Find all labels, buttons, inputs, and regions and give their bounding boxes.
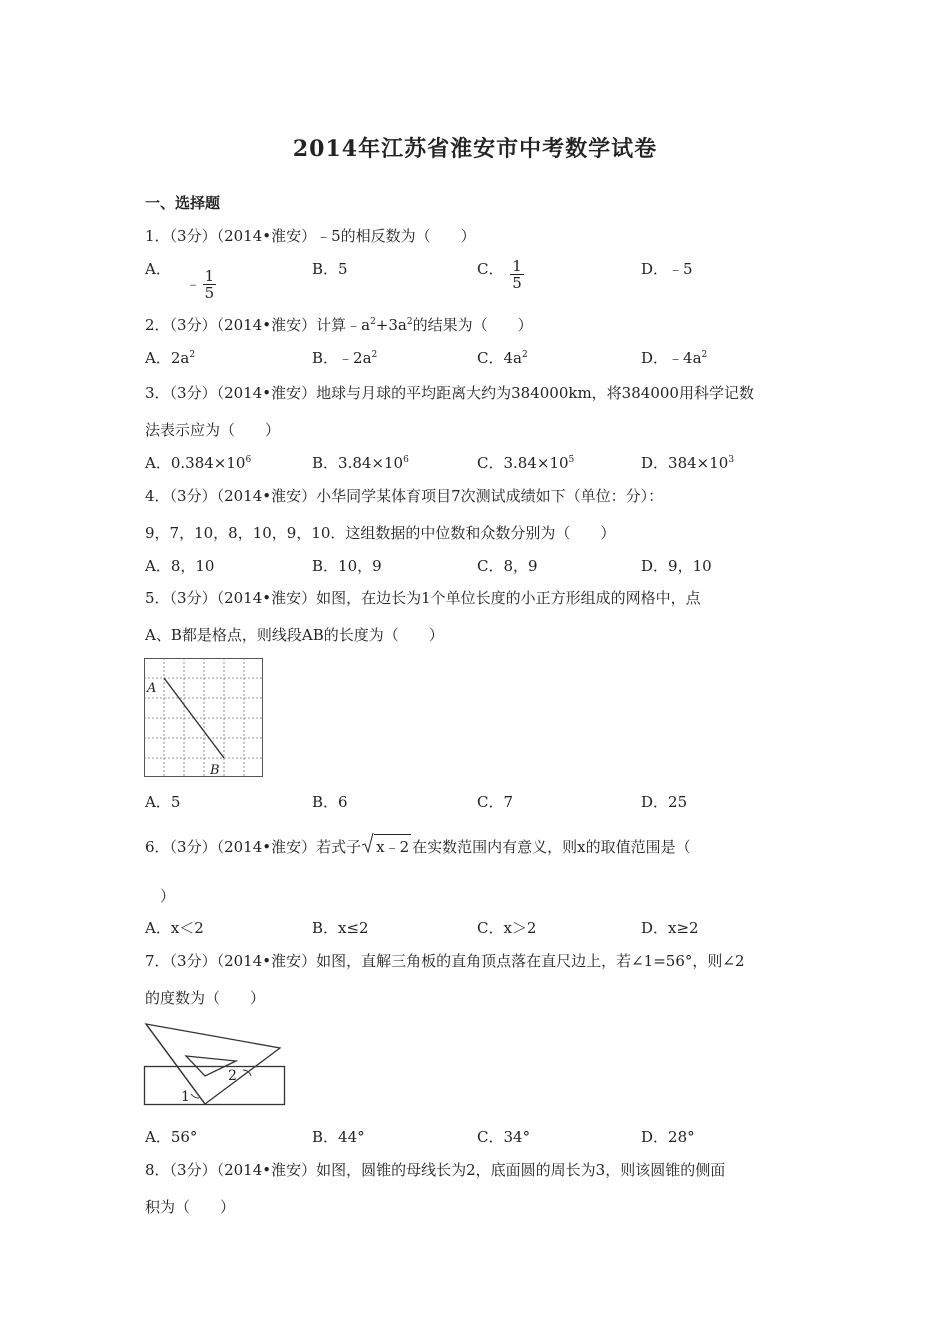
q2-c-exp: 2	[521, 350, 528, 360]
angle2-label: 2	[228, 1068, 237, 1084]
q1-option-a[interactable]	[145, 258, 216, 301]
q7-option-c[interactable]: C．34°	[477, 1128, 531, 1146]
q2-b-text: B．﹣2a	[312, 349, 372, 367]
q2-a-text: A．2a	[145, 349, 190, 367]
q2-b-exp: 2	[371, 350, 378, 360]
q1-a-numerator: 1	[204, 267, 215, 285]
q5-option-c[interactable]: C．7	[477, 793, 514, 811]
q2-exp1: 2	[370, 317, 376, 327]
q5-stem-line1: 5．（3分）（2014•淮安）如图，在边长为1个单位长度的小正方形组成的网格中，点	[145, 589, 701, 607]
q2-d-exp: 2	[701, 350, 708, 360]
q5-option-b[interactable]: B．6	[312, 793, 348, 811]
q1-option-a-fraction	[203, 268, 217, 301]
q2-a-exp: 2	[189, 350, 196, 360]
q2-c-text: C．4a	[477, 349, 522, 367]
q4-stem-line2: 9，7，10，8，10，9，10．这组数据的中位数和众数分别为（ ）	[145, 524, 616, 542]
q2-exp2: 2	[406, 317, 413, 327]
q1-option-a-sign: ﹣	[185, 274, 201, 293]
q2-option-b[interactable]	[312, 347, 377, 368]
q6-stem-line2: ）	[160, 887, 176, 905]
q6-option-a[interactable]: A．x＜2	[145, 919, 204, 937]
q6-option-d[interactable]: D．x≥2	[641, 919, 699, 937]
q3-b-text: B．3.84×10	[312, 454, 404, 472]
q7-option-a[interactable]: A．56°	[145, 1128, 198, 1146]
q5-grid-figure	[144, 658, 264, 778]
q1-stem: 1．（3分）（2014•淮安）﹣5的相反数为（ ）	[145, 227, 476, 245]
q2-stem	[145, 314, 533, 335]
ruler	[145, 1067, 285, 1105]
q1-c-numerator: 1	[512, 257, 522, 275]
q7-option-b[interactable]: B．44°	[312, 1128, 365, 1146]
q6-stem-post: 在实数范围内有意义，则x的取值范围是（	[412, 838, 691, 856]
q1-option-c-label: C．	[477, 260, 504, 278]
q3-b-exp: 6	[403, 455, 409, 465]
q2-option-a[interactable]	[145, 347, 195, 368]
q6-sqrt	[362, 834, 411, 857]
q8-stem-line1: 8．（3分）（2014•淮安）如图，圆锥的母线长为2，底面圆的周长为3，则该圆锥的侧面	[145, 1161, 726, 1179]
q2-stem-pre: 2．（3分）（2014•淮安）计算﹣a	[145, 316, 371, 334]
q5-option-d[interactable]: D．25	[641, 793, 688, 811]
q1-option-b[interactable]: B．5	[312, 260, 348, 278]
q1-option-c[interactable]	[477, 258, 524, 291]
q4-option-c[interactable]: C．8，9	[477, 557, 538, 575]
q3-d-exp: 3	[728, 455, 735, 465]
q7-stem-line1: 7．（3分）（2014•淮安）如图，直解三角板的直角顶点落在直尺边上，若∠1=56°，则∠2	[145, 952, 745, 970]
q1-option-c-fraction	[510, 258, 524, 291]
section-heading: 一、选择题	[145, 194, 221, 212]
q2-stem-mid: +3a	[375, 316, 407, 334]
q1-option-a-label: A．	[145, 260, 171, 278]
q1-c-denominator: 5	[512, 274, 522, 292]
grid-border	[145, 659, 263, 777]
q3-c-text: C．3.84×10	[477, 454, 569, 472]
q3-stem-line2: 法表示应为（ ）	[145, 421, 281, 439]
q1-option-d[interactable]: D．﹣5	[641, 260, 693, 278]
q6-option-b[interactable]: B．x≤2	[312, 919, 369, 937]
q3-option-c[interactable]	[477, 452, 574, 473]
q1-a-denominator: 5	[204, 284, 215, 302]
q5-option-a[interactable]: A．5	[145, 793, 181, 811]
grid-lines	[144, 658, 263, 777]
q2-stem-post: 的结果为（ ）	[412, 316, 533, 334]
q6-stem-pre: 6．（3分）（2014•淮安）若式子	[145, 838, 362, 856]
q3-stem-line1: 3．（3分）（2014•淮安）地球与月球的平均距离大约为384000km，将384000用科学记数	[145, 384, 754, 402]
q5-stem-line2: A、B都是格点，则线段AB的长度为（ ）	[145, 626, 444, 644]
q7-stem-line2: 的度数为（ ）	[145, 989, 266, 1007]
q3-d-text: D．384×10	[641, 454, 729, 472]
q6-radicand: x﹣2	[374, 834, 411, 857]
q8-stem-line2: 积为（ ）	[145, 1198, 236, 1216]
q7-option-d[interactable]: D．28°	[641, 1128, 695, 1146]
page-title: 2014年江苏省淮安市中考数学试卷	[292, 136, 658, 162]
q3-a-exp: 6	[245, 455, 252, 465]
q3-c-exp: 5	[568, 455, 575, 465]
radical-sign-icon	[362, 832, 374, 854]
q3-option-a[interactable]	[145, 452, 251, 473]
q6-option-c[interactable]: C．x＞2	[477, 919, 537, 937]
q4-option-d[interactable]: D．9，10	[641, 557, 712, 575]
q6-stem	[145, 834, 691, 857]
q4-option-b[interactable]: B．10，9	[312, 557, 382, 575]
q7-triangle-ruler-figure	[143, 1020, 289, 1110]
angle1-label: 1	[181, 1089, 190, 1105]
q2-d-text: D．﹣4a	[641, 349, 702, 367]
q2-option-c[interactable]	[477, 347, 528, 368]
q4-stem-line1: 4．（3分）（2014•淮安）小华同学某体育项目7次测试成绩如下（单位：分）：	[145, 487, 664, 505]
point-b-label: B	[210, 763, 220, 778]
q3-option-b[interactable]	[312, 452, 409, 473]
q2-option-d[interactable]	[641, 347, 707, 368]
point-a-label: A	[147, 681, 157, 696]
q3-a-text: A．0.384×10	[145, 454, 246, 472]
q3-option-d[interactable]	[641, 452, 734, 473]
q4-option-a[interactable]: A．8，10	[145, 557, 215, 575]
